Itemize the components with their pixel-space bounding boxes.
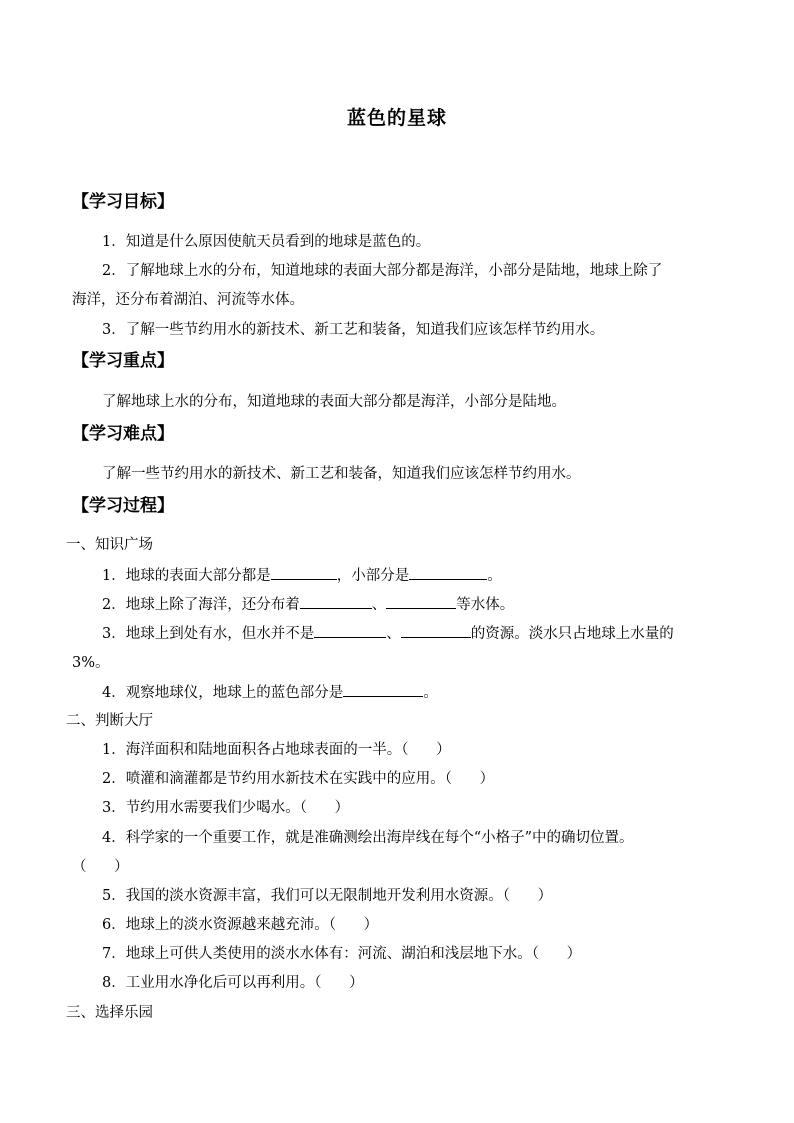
judge-item-5: 5．我国的淡水资源丰富，我们可以无限制地开发利用水资源。（ ） <box>102 888 553 904</box>
answer-blank <box>386 594 456 609</box>
fill-question-2: 2．地球上除了海洋，还分布着 、 等水体。 <box>72 594 722 615</box>
judge-item-3: 3．节约用水需要我们少喝水。（ ） <box>102 800 350 816</box>
document-page <box>66 0 722 1123</box>
goals-heading: 【学习目标】 <box>72 192 174 212</box>
process-heading: 【学习过程】 <box>72 496 174 516</box>
document-title: 蓝色的星球 <box>346 107 447 129</box>
goal-item-1: 1．知道是什么原因使航天员看到的地球是蓝色的。 <box>102 234 431 250</box>
judge-item-1: 1．海洋面积和陆地面积各占地球表面的一半。（ ） <box>102 742 451 758</box>
answer-blank <box>343 682 423 697</box>
answer-blank <box>300 594 372 609</box>
answer-blank <box>271 565 337 580</box>
part2-heading: 二、判断大厅 <box>66 713 153 729</box>
difficulties-heading: 【学习难点】 <box>72 424 174 444</box>
fill-question-3: 3．地球上到处有水，但水并不是 、 的资源。淡水只占地球上水量的 <box>72 623 722 644</box>
judge-item-4-cont: （ ） <box>72 859 129 875</box>
key-points-heading: 【学习重点】 <box>72 351 174 371</box>
part1-heading: 一、知识广场 <box>66 537 153 553</box>
answer-blank <box>401 623 471 638</box>
judge-item-8: 8．工业用水净化后可以再利用。（ ） <box>102 975 364 991</box>
fill-question-1: 1．地球的表面大部分都是 ，小部分是 。 <box>72 565 722 586</box>
judge-item-6: 6．地球上的淡水资源越来越充沛。（ ） <box>102 917 379 933</box>
fill-question-4: 4．观察地球仪，地球上的蓝色部分是 。 <box>72 682 722 703</box>
judge-item-4: 4．科学家的一个重要工作，就是准确测绘出海岸线在每个“小格子”中的确切位置。 <box>102 830 634 846</box>
fill-question-3-cont: 3%。 <box>72 655 110 671</box>
judge-item-7: 7．地球上可供人类使用的淡水水体有：河流、湖泊和浅层地下水。（ ） <box>102 946 582 962</box>
part3-heading: 三、选择乐园 <box>66 1005 153 1021</box>
goal-item-2-cont: 海洋，还分布着湖泊、河流等水体。 <box>72 292 304 308</box>
answer-blank <box>409 565 487 580</box>
answer-blank <box>314 623 386 638</box>
key-points-text: 了解地球上水的分布，知道地球的表面大部分都是海洋，小部分是陆地。 <box>102 394 566 410</box>
judge-item-2: 2．喷灌和滴灌都是节约用水新技术在实践中的应用。（ ） <box>102 771 495 787</box>
goal-item-2: 2．了解地球上水的分布，知道地球的表面大部分都是海洋，小部分是陆地，地球上除了 <box>102 263 663 279</box>
difficulties-text: 了解一些节约用水的新技术、新工艺和装备，知道我们应该怎样节约用水。 <box>102 466 581 482</box>
goal-item-3: 3．了解一些节约用水的新技术、新工艺和装备，知道我们应该怎样节约用水。 <box>102 322 605 338</box>
